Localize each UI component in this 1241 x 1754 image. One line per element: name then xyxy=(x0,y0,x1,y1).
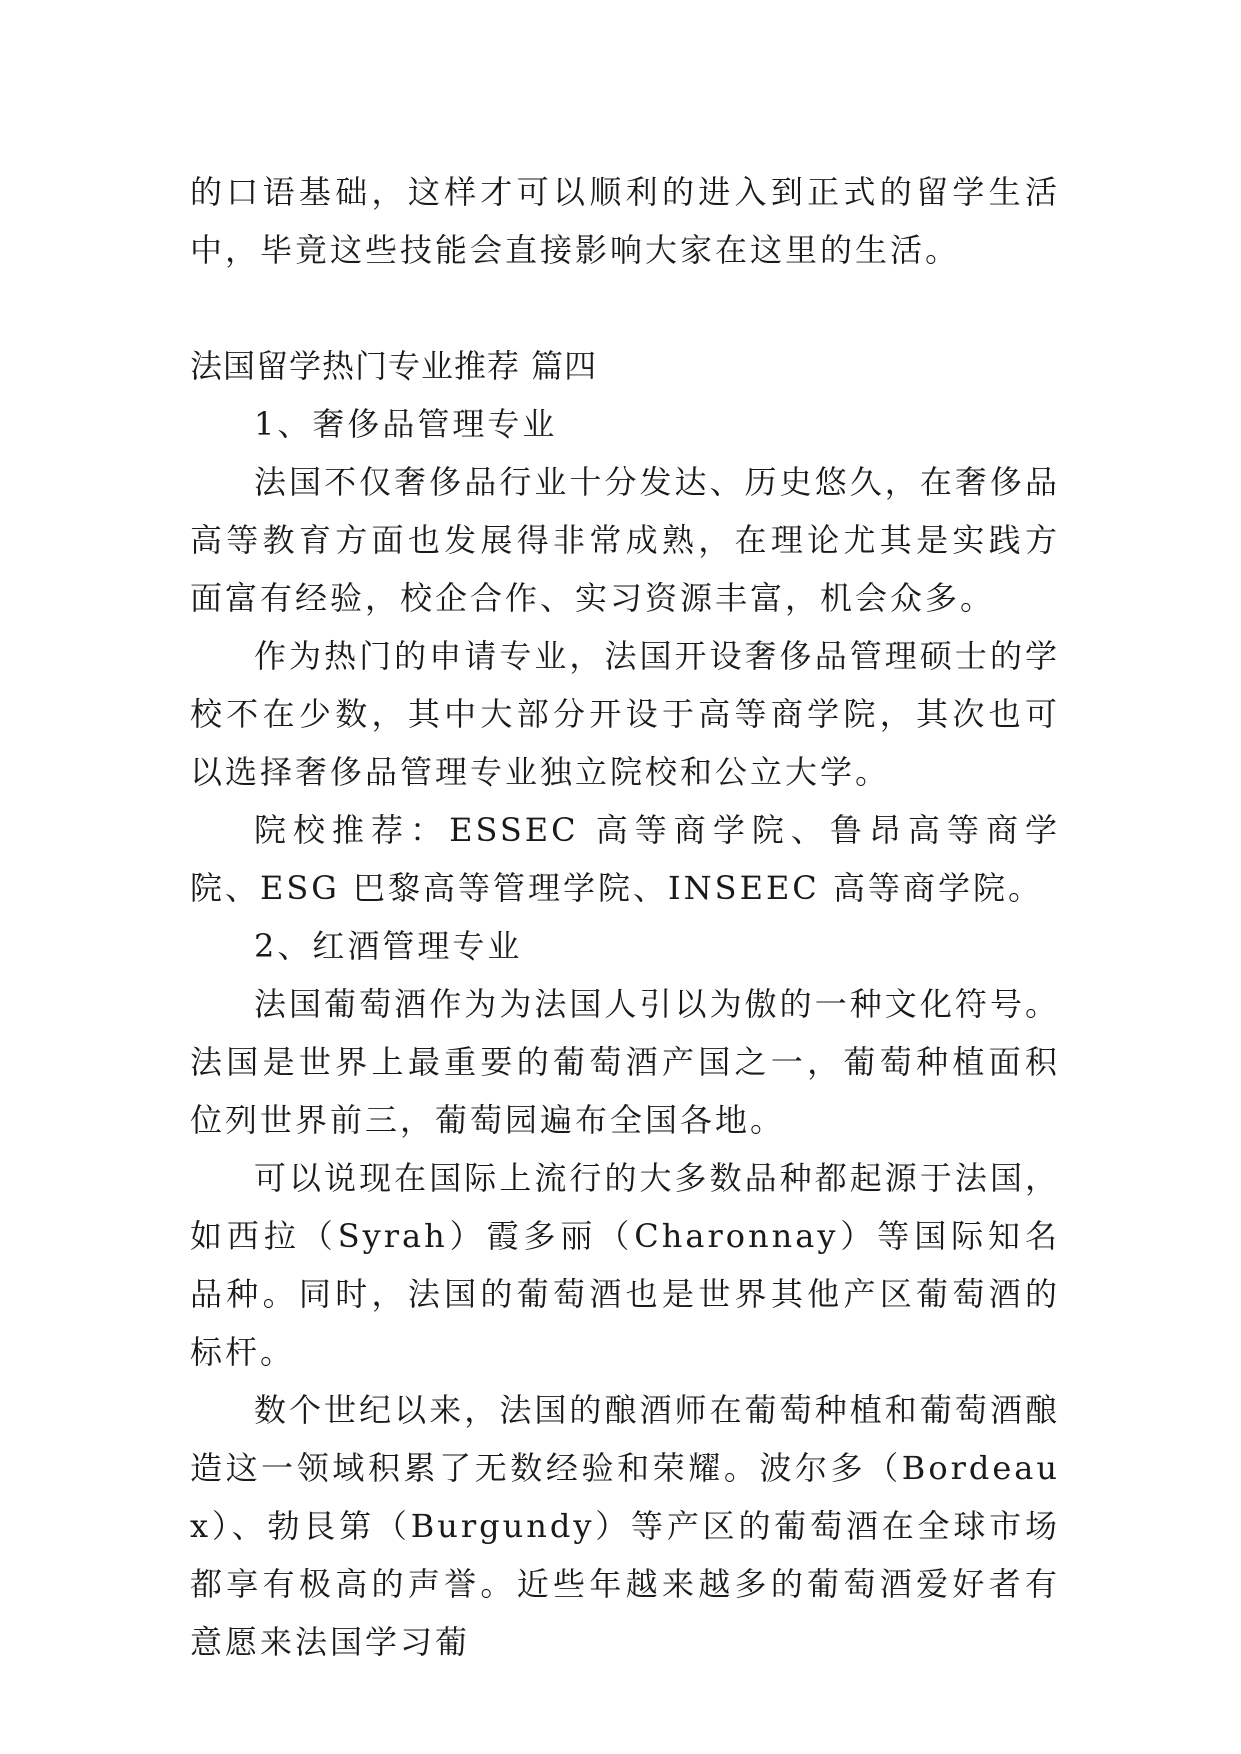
document-body xyxy=(190,163,1060,1671)
item2-title: 2、红酒管理专业 xyxy=(254,927,523,965)
item1-paragraph-2: 作为热门的申请专业，法国开设奢侈品管理硕士的学校不在少数，其中大部分开设于高等商学院，其次也可以选择奢侈品管理专业独立院校和公立大学。 xyxy=(190,637,1060,791)
item2-paragraph-3: 数个世纪以来，法国的酿酒师在葡萄种植和葡萄酒酿造这一领域积累了无数经验和荣耀。波尔多（Bordeaux）、勃艮第（Burgundy）等产区的葡萄酒在全球市场都享有极高的声誉。近些年越来越多的葡萄酒爱好者有意愿来法国学习葡 xyxy=(190,1391,1060,1661)
item1-title: 1、奢侈品管理专业 xyxy=(254,405,558,443)
item1-paragraph-1: 法国不仅奢侈品行业十分发达、历史悠久，在奢侈品高等教育方面也发展得非常成熟，在理论尤其是实践方面富有经验，校企合作、实习资源丰富，机会众多。 xyxy=(190,463,1060,617)
continuation-paragraph: 的口语基础，这样才可以顺利的进入到正式的留学生活中，毕竟这些技能会直接影响大家在这里的生活。 xyxy=(190,173,1060,269)
item1-paragraph-3: 院校推荐：ESSEC 高等商学院、鲁昂高等商学院、ESG 巴黎高等管理学院、INSEEC 高等商学院。 xyxy=(190,811,1060,907)
item2-paragraph-2: 可以说现在国际上流行的大多数品种都起源于法国，如西拉（Syrah）霞多丽（Charonnay）等国际知名品种。同时，法国的葡萄酒也是世界其他产区葡萄酒的标杆。 xyxy=(190,1159,1060,1371)
item2-paragraph-1: 法国葡萄酒作为为法国人引以为傲的一种文化符号。法国是世界上最重要的葡萄酒产国之一，葡萄种植面积位列世界前三，葡萄园遍布全国各地。 xyxy=(190,985,1060,1139)
section-title: 法国留学热门专业推荐 篇四 xyxy=(190,347,598,385)
